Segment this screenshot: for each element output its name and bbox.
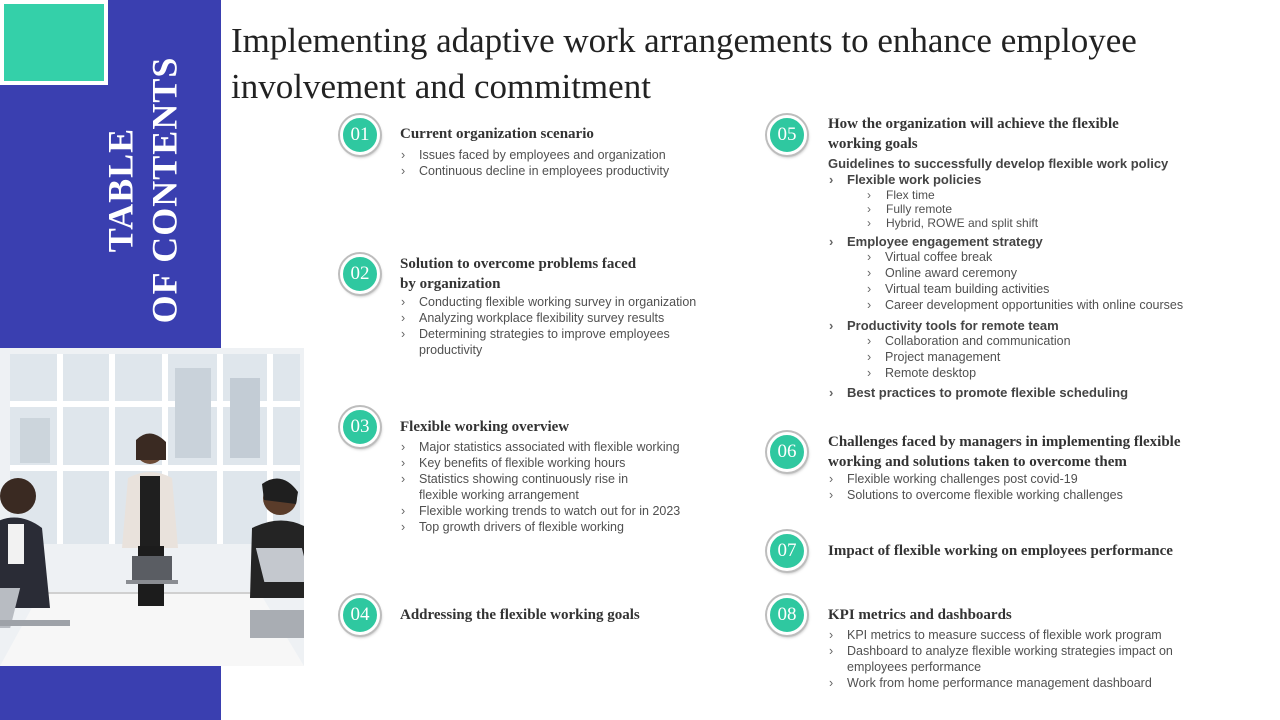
office-meeting-photo [0, 348, 304, 666]
sub-bullet-item: › Collaboration and communication [866, 333, 1226, 349]
bullet-item: › Major statistics associated with flexible working [400, 439, 685, 455]
section-title [828, 432, 1248, 472]
group-heading-list [828, 233, 1228, 250]
office-meeting-illustration [0, 348, 304, 666]
section-title: Addressing the flexible working goals [400, 607, 640, 623]
section-number-badge: 04 [340, 595, 380, 635]
sub-bullet-item: › Flex time [866, 188, 1226, 202]
section-number-badge: 06 [767, 432, 807, 472]
group-heading-list [828, 317, 1228, 334]
section-number-badge: 02 [340, 254, 380, 294]
toc-title-line2: OF CONTENTS [144, 56, 184, 324]
sub-bullet-item: › Virtual coffee break [866, 249, 1246, 265]
bullet-item: › Determining strategies to improve employees productivity [400, 326, 700, 358]
section-title-line: Solution to overcome problems faced [400, 256, 637, 272]
section-number-badge: 08 [767, 595, 807, 635]
section-title-line: Challenges faced by managers in implementing flexible [828, 434, 1181, 450]
group-heading-list [828, 384, 1228, 401]
section-title-line: working and solutions taken to overcome them [828, 454, 1127, 470]
bullet-item: › Top growth drivers of flexible working [400, 519, 685, 535]
sub-bullet-item: › Hybrid, ROWE and split shift [866, 216, 1226, 230]
accent-square-fill [4, 4, 104, 81]
section-number-badge: 01 [340, 115, 380, 155]
bullet-item: › Analyzing workplace flexibility survey results [400, 310, 730, 326]
bullet-item: › KPI metrics to measure success of flexible work program [828, 627, 1208, 643]
section-title: Impact of flexible working on employees performance [828, 543, 1173, 559]
bullet-item: › Work from home performance management dashboard [828, 675, 1208, 691]
toc-title-line1: TABLE [100, 127, 140, 253]
group-heading: › Flexible work policies [828, 171, 1228, 188]
section-number-badge: 05 [767, 115, 807, 155]
group-heading-list [828, 171, 1228, 188]
bullet-item: › Flexible working trends to watch out for in 2023 [400, 503, 685, 519]
bullet-item: › Issues faced by employees and organization [400, 147, 720, 163]
section-bullets [828, 627, 1208, 691]
sub-bullet-item: › Virtual team building activities [866, 281, 1246, 297]
sub-bullet-item: › Fully remote [866, 202, 1226, 216]
section-number-badge: 07 [767, 531, 807, 571]
page-heading: Implementing adaptive work arrangements to enhance employee involvement and commitment [231, 21, 1137, 106]
group-heading: › Employee engagement strategy [828, 233, 1228, 250]
section-title: Flexible working overview [400, 419, 570, 435]
group-heading: › Best practices to promote flexible scheduling [828, 384, 1228, 401]
bullet-item: › Continuous decline in employees productivity [400, 163, 720, 179]
section-bullets [400, 147, 720, 179]
section-title-line: How the organization will achieve the flexible [828, 116, 1119, 132]
section-title: KPI metrics and dashboards [828, 607, 1012, 623]
group-items [866, 249, 1246, 313]
section-title [400, 254, 740, 294]
bullet-item: › Solutions to overcome flexible working challenges [828, 487, 1228, 503]
section-number-badge: 03 [340, 407, 380, 447]
bullet-item: › Conducting flexible working survey in organization [400, 294, 730, 310]
sub-bullet-item: › Project management [866, 349, 1226, 365]
bullet-item: › Flexible working challenges post covid-19 [828, 471, 1228, 487]
group-heading: › Productivity tools for remote team [828, 317, 1228, 334]
section-bullets [400, 294, 730, 358]
section-subheading: Guidelines to successfully develop flexible work policy [828, 156, 1169, 171]
group-items [866, 188, 1226, 230]
section-bullets [400, 439, 685, 535]
sub-bullet-item: › Career development opportunities with online courses [866, 297, 1246, 313]
section-title: Current organization scenario [400, 126, 594, 142]
bullet-item: › Statistics showing continuously rise in flexible working arrangement [400, 471, 662, 503]
section-title-line: working goals [828, 136, 918, 152]
toc-title [92, 40, 192, 340]
sub-bullet-item: › Remote desktop [866, 365, 1226, 381]
bullet-item: › Dashboard to analyze flexible working strategies impact on employees performance [828, 643, 1208, 675]
sub-bullet-item: › Online award ceremony [866, 265, 1246, 281]
group-items [866, 333, 1226, 381]
section-title-line: by organization [400, 276, 501, 292]
section-bullets [828, 471, 1228, 503]
section-title [828, 114, 1228, 154]
bullet-item: › Key benefits of flexible working hours [400, 455, 685, 471]
